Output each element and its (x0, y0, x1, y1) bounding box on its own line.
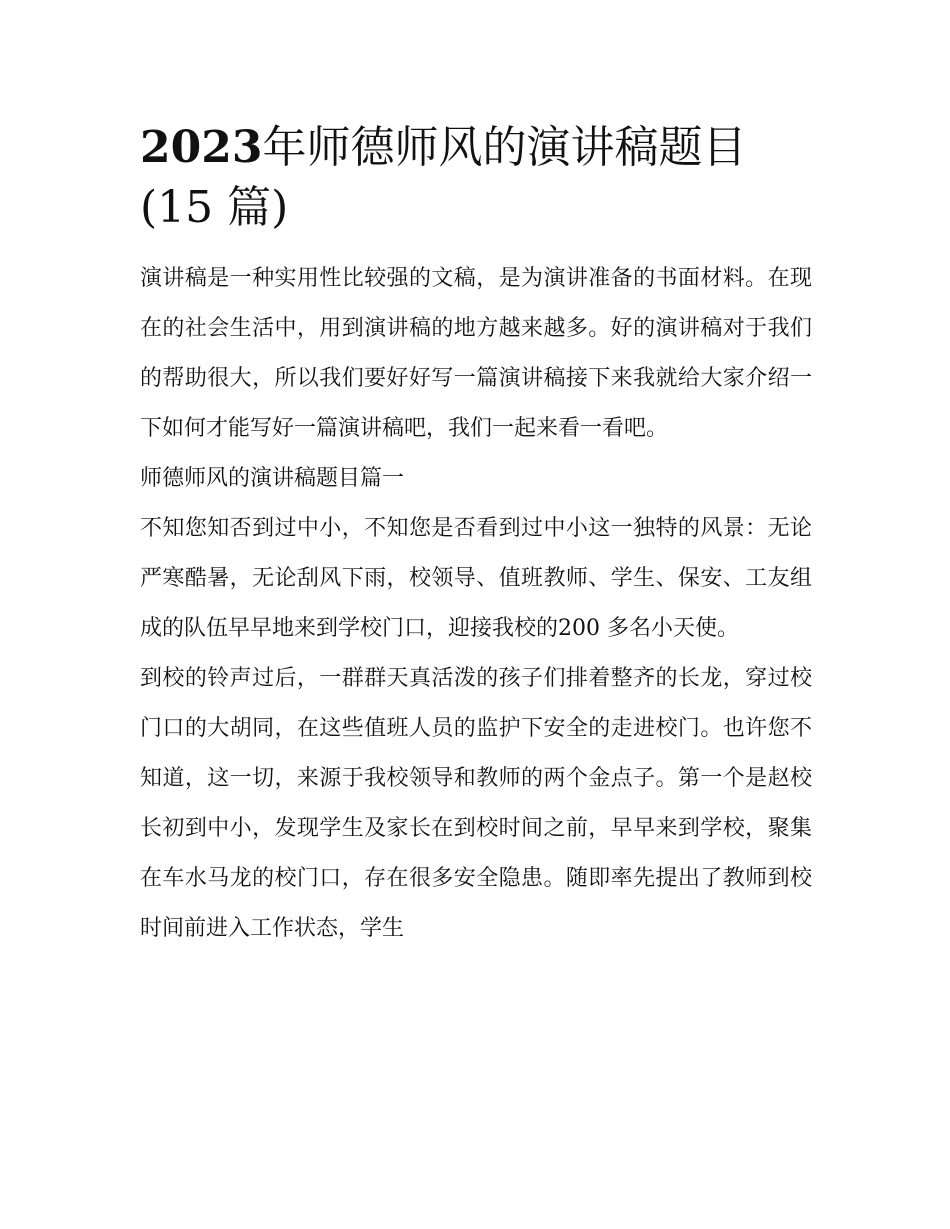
intro-paragraph: 演讲稿是一种实用性比较强的文稿，是为演讲准备的书面材料。在现在的社会生活中，用到演讲稿的地方越来越多。好的演讲稿对于我们的帮助很大，所以我们要好好写一篇演讲稿接下来我就给大家介绍一下如何才能写好一篇演讲稿吧，我们一起来看一看吧。 (140, 266, 812, 441)
title-text: 年师德师风的演讲稿题目(15 篇) (140, 122, 747, 233)
body-paragraph-1: 不知您知否到过中小，不知您是否看到过中小这一独特的风景：无论严寒酷暑，无论刮风下雨，校领导、值班教师、学生、保安、工友组成的队伍早早地来到学校门口，迎接我校的200 多名小天使。 (140, 516, 812, 641)
document-title (140, 118, 812, 238)
document-page (140, 118, 812, 954)
body-paragraph-2: 到校的铃声过后，一群群天真活泼的孩子们排着整齐的长龙，穿过校门口的大胡同，在这些值班人员的监护下安全的走进校门。也许您不知道，这一切，来源于我校领导和教师的两个金点子。第一个是赵校长初到中小，发现学生及家长在到校时间之前，早早来到学校，聚集在车水马龙的校门口，存在很多安全隐患。随即率先提出了教师到校时间前进入工作状态，学生 (140, 666, 812, 941)
section-heading: 师德师风的演讲稿题目篇一 (140, 466, 405, 491)
title-year: 2023 (140, 122, 263, 173)
